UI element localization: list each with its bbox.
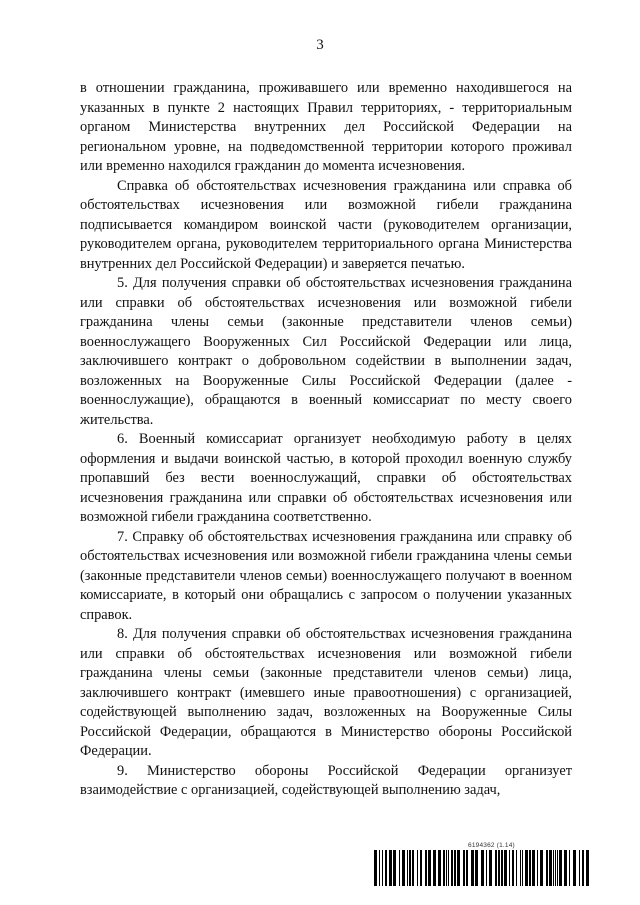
barcode-bar xyxy=(512,850,514,886)
barcode-bar xyxy=(529,850,531,886)
barcode-bar xyxy=(399,850,400,886)
paragraph-item-7: 7. Справку об обстоятельствах исчезновения гражданина или справку об обстоятельствах исчезновения или возможной гибели гражданина члены семьи (законные представители членов семьи) военнослужащего получают в военном комиссариате, в который они обращались с запросом о получении указанных справок. xyxy=(80,528,572,623)
barcode-bar xyxy=(549,850,552,886)
barcode-bar xyxy=(489,850,492,886)
barcode-bar xyxy=(579,850,580,886)
barcode-bar xyxy=(516,850,517,886)
barcode-bar xyxy=(428,850,431,886)
barcode-bar xyxy=(509,850,510,886)
barcode-bar xyxy=(557,850,558,886)
barcode-bar xyxy=(532,850,535,886)
barcode-bar xyxy=(379,850,380,886)
paragraph-item-5: 5. Для получения справки об обстоятельствах исчезновения гражданина или справки об обстоятельствах исчезновения или возможной гибели гражданина члены семьи (законные представители членов семьи) военнослужащего Вооруженных Сил Российской Федерации или лица, заключившего контракт о добровольном содействии в выполнении задач, возложенных на Вооруженные Силы Российской Федерации (далее - военнослужащие), обращаются в военный комиссариат по месту своего жительства. xyxy=(80,275,572,428)
barcode-bar xyxy=(438,850,441,886)
document-body xyxy=(80,79,572,801)
barcode-bar xyxy=(446,850,447,886)
barcode-bar xyxy=(389,850,392,886)
paragraph-signature-clause: Справка об обстоятельствах исчезновения гражданина или справка об обстоятельствах исчезновения или возможной гибели гражданина подписывается командиром воинской части (руководителем организации, руководителем органа, руководителем территориального органа Министерства внутренних дел Российской Федерации) и заверяется печатью. xyxy=(80,177,572,272)
barcode-bar xyxy=(586,850,589,886)
barcode-bar xyxy=(564,850,567,886)
barcode-bar xyxy=(481,850,484,886)
barcode-bar xyxy=(457,850,460,886)
barcode-bar xyxy=(471,850,474,886)
barcode-bar xyxy=(407,850,408,886)
barcode-bar xyxy=(454,850,456,886)
barcode-bar xyxy=(402,850,405,886)
barcode-bar xyxy=(448,850,449,886)
barcode-bar xyxy=(520,850,521,886)
barcode-bar xyxy=(466,850,468,886)
barcode-bar xyxy=(451,850,453,886)
barcode-bar xyxy=(425,850,427,886)
barcode-bar xyxy=(443,850,445,886)
barcode-bar xyxy=(475,850,478,886)
barcode-bar xyxy=(555,850,556,886)
barcode-bar xyxy=(382,850,383,886)
barcode-bar xyxy=(495,850,497,886)
barcode-image xyxy=(374,850,590,886)
barcode-bar xyxy=(559,850,562,886)
barcode-bar xyxy=(433,850,436,886)
document-code: 6194362 (1.14) xyxy=(468,842,515,849)
barcode-bar xyxy=(569,850,570,886)
barcode-bar xyxy=(385,850,387,886)
barcode-bar xyxy=(525,850,528,886)
barcode-bar xyxy=(412,850,414,886)
barcode-bar xyxy=(486,850,487,886)
paragraph-item-9: 9. Министерство обороны Российской Федерации организует взаимодействие с организацией, содействующей выполнению задач, xyxy=(80,762,572,798)
barcode-bar xyxy=(540,850,543,886)
barcode-bar xyxy=(417,850,418,886)
barcode-bar xyxy=(409,850,411,886)
barcode-bar xyxy=(501,850,503,886)
barcode-bar xyxy=(504,850,507,886)
paragraph-item-6: 6. Военный комиссариат организует необходимую работу в целях оформления и выдачи воинской частью, в которой проходил военную службу пропавший без вести военнослужащий, справки об обстоятельствах исчезновения гражданина или справки об обстоятельствах исчезновения или возможной гибели гражданина соответственно. xyxy=(80,431,572,525)
barcode-bar xyxy=(374,850,377,886)
barcode-bar xyxy=(522,850,523,886)
paragraph-continuation: в отношении гражданина, проживавшего или временно находившегося на указанных в пункте 2 настоящих Правил территориях, - территориальным органом Министерства внутренних дел Российской Федерации на региональном уровне, на подведомственной территории которого проживал или временно находился гражданин до момента исчезновения. xyxy=(80,80,572,174)
barcode-bar xyxy=(463,850,465,886)
barcode-bar xyxy=(546,850,548,886)
barcode-bar xyxy=(393,850,396,886)
paragraph-item-8: 8. Для получения справки об обстоятельствах исчезновения гражданина или справки об обстоятельствах исчезновения или возможной гибели гражданина члены семьи (законные представители членов семьи) лица, заключившего контракт (имевшего иные правоотношения) с организацией, содействующей выполнению задач, возложенных на Вооруженные Силы Российской Федерации, обращаются в Министерство обороны Российской Федерации. xyxy=(80,626,572,759)
barcode-bar xyxy=(537,850,538,886)
barcode-bar xyxy=(573,850,576,886)
barcode-bar xyxy=(582,850,584,886)
page-number: 3 xyxy=(316,37,324,53)
barcode-bar xyxy=(553,850,554,886)
barcode-bar xyxy=(420,850,422,886)
barcode-bar xyxy=(498,850,500,886)
